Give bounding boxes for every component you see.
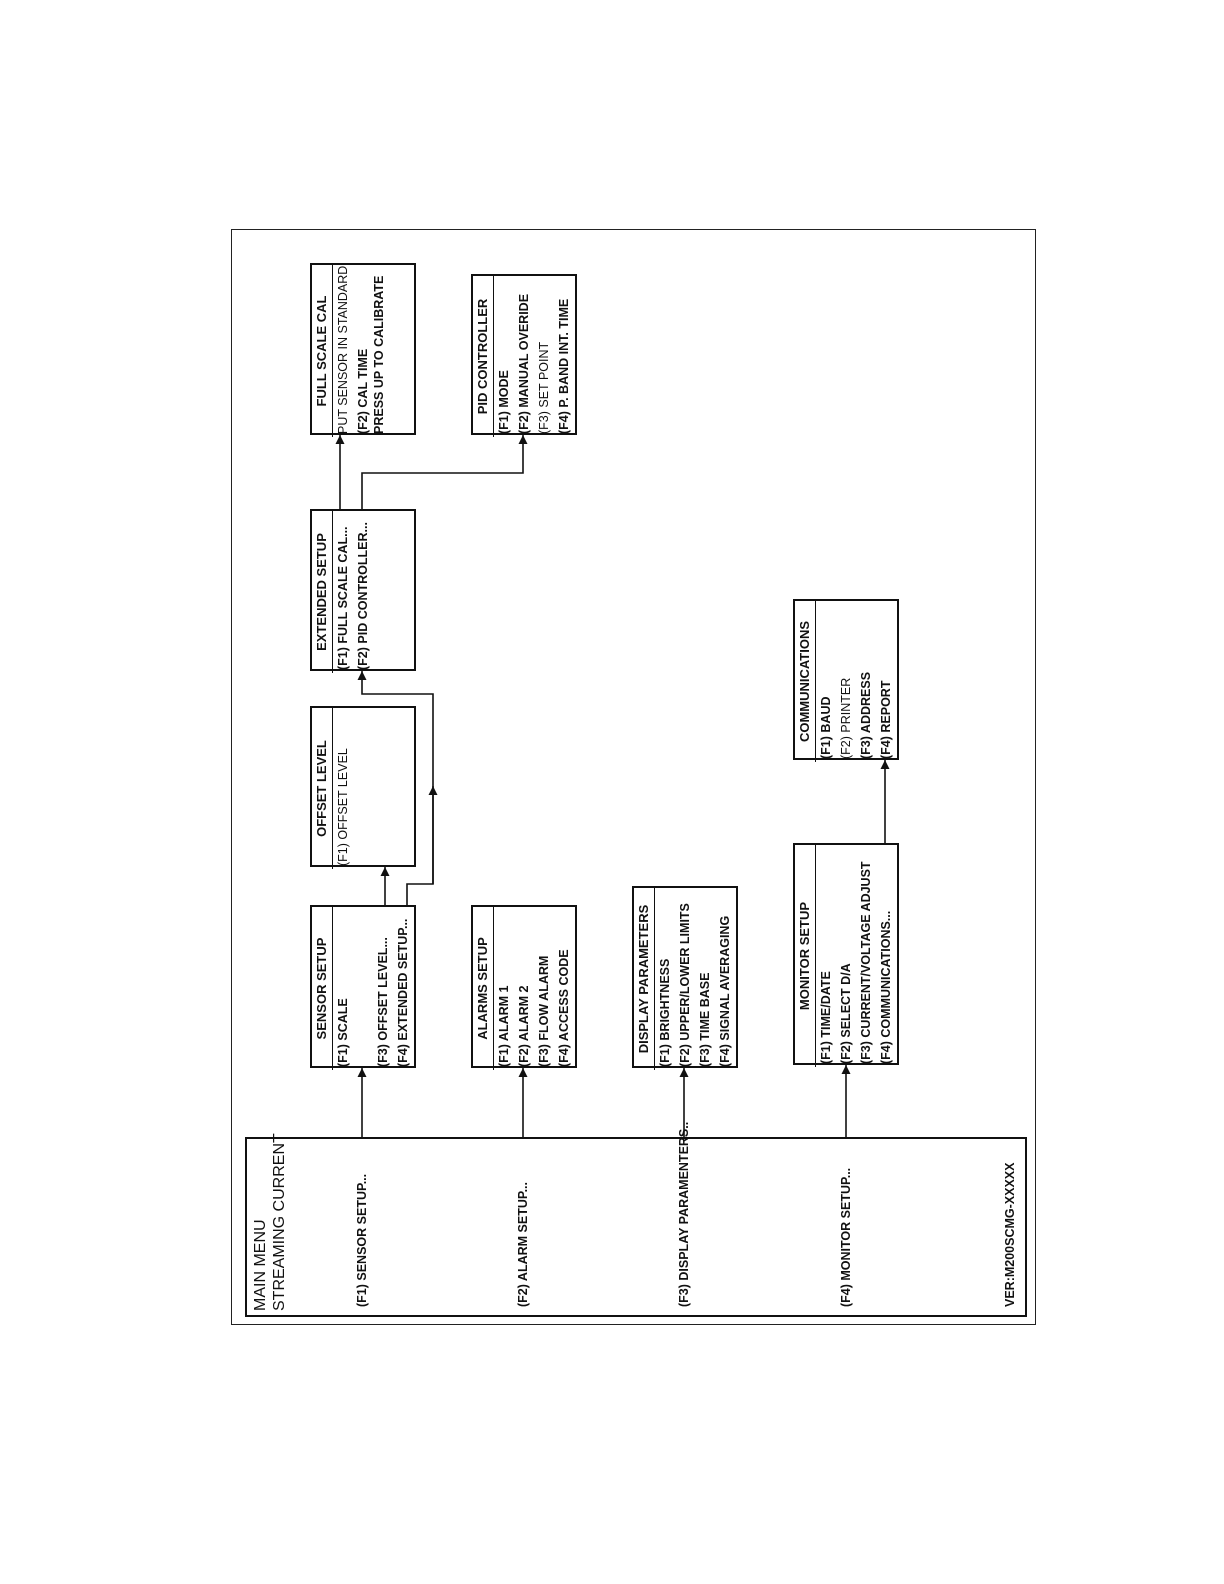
- display-parameters-box: [632, 886, 738, 1068]
- display-parameters-f2-limits[interactable]: (F2) UPPER/LOWER LIMITS: [678, 903, 692, 1067]
- alarms-setup-f4-access-code[interactable]: (F4) ACCESS CODE: [557, 949, 571, 1067]
- arrow-extended-to-pid: [362, 435, 523, 509]
- main-menu-box: [245, 1121, 1027, 1317]
- full-scale-cal-instruction: PUT SENSOR IN STANDARD: [336, 265, 350, 434]
- monitor-setup-box: [793, 843, 899, 1065]
- sensor-setup-f3-offset-level[interactable]: (F3) OFFSET LEVEL...: [376, 937, 390, 1067]
- monitor-setup-f4-communications[interactable]: (F4) COMMUNICATIONS...: [879, 910, 893, 1064]
- display-parameters-f3-time-base[interactable]: (F3) TIME BASE: [698, 972, 712, 1067]
- alarms-setup-box: [471, 905, 577, 1068]
- communications-content: [795, 601, 901, 762]
- pid-controller-box: [471, 274, 577, 435]
- sensor-setup-f4-extended-setup[interactable]: (F4) EXTENDED SETUP...: [396, 918, 410, 1067]
- communications-f4-report[interactable]: (F4) REPORT: [879, 680, 893, 759]
- sensor-setup-content: [312, 907, 418, 1070]
- display-parameters-f4-signal-averaging[interactable]: (F4) SIGNAL AVERAGING: [718, 915, 732, 1067]
- alarms-setup-content: [473, 907, 579, 1070]
- sensor-setup-spacer: [353, 907, 373, 1070]
- offset-level-title: OFFSET LEVEL: [312, 708, 333, 869]
- monitor-setup-f1-time-date[interactable]: (F1) TIME/DATE: [819, 971, 833, 1064]
- communications-f3-address[interactable]: (F3) ADDRESS: [859, 671, 873, 759]
- extended-setup-content: [312, 511, 418, 673]
- communications-title: COMMUNICATIONS: [795, 601, 816, 762]
- main-menu-f3-display-parameters[interactable]: (F3) DISPLAY PARAMENTERS..: [677, 1121, 691, 1307]
- full-scale-cal-box: [310, 263, 416, 435]
- communications-f2-printer[interactable]: (F2) PRINTER: [839, 677, 853, 759]
- full-scale-cal-title: FULL SCALE CAL: [312, 265, 333, 437]
- version-label: VER:M200SCMG-XXXXX: [1003, 1162, 1017, 1307]
- main-menu-title-line1: MAIN MENU: [252, 1219, 269, 1311]
- pid-controller-content: [473, 276, 579, 437]
- pid-controller-f3-set-point[interactable]: (F3) SET POINT: [537, 341, 551, 434]
- full-scale-cal-f2-cal-time[interactable]: (F2) CAL TIME: [356, 348, 370, 434]
- sensor-setup-box: [310, 905, 416, 1068]
- pid-controller-f2-manual-override[interactable]: (F2) MANUAL OVERIDE: [517, 293, 531, 434]
- alarms-setup-title: ALARMS SETUP: [473, 907, 494, 1070]
- monitor-setup-title: MONITOR SETUP: [795, 845, 816, 1067]
- display-parameters-title: DISPLAY PARAMETERS: [634, 888, 655, 1070]
- monitor-setup-f3-current-voltage[interactable]: (F3) CURRENT/VOLTAGE ADJUST: [859, 861, 873, 1064]
- full-scale-cal-press-up: PRESS UP TO CALIBRATE: [372, 275, 386, 434]
- pid-controller-title: PID CONTROLLER: [473, 276, 494, 437]
- extended-setup-f2-pid-controller[interactable]: (F2) PID CONTROLLER...: [356, 522, 370, 670]
- extended-setup-box: [310, 509, 416, 671]
- monitor-setup-f2-select-da[interactable]: (F2) SELECT D/A: [839, 963, 853, 1064]
- pid-controller-f4-p-band[interactable]: (F4) P. BAND INT. TIME: [557, 298, 571, 434]
- extended-setup-f1-full-scale-cal[interactable]: (F1) FULL SCALE CAL...: [336, 526, 350, 670]
- communications-box: [793, 599, 899, 760]
- sensor-setup-title: SENSOR SETUP: [312, 907, 333, 1070]
- main-menu-f2-alarm-setup[interactable]: (F2) ALARM SETUP...: [516, 1181, 530, 1307]
- main-menu-title-line2: STREAMING CURRENT: [271, 1133, 288, 1311]
- sensor-setup-f1-scale[interactable]: (F1) SCALE: [336, 998, 350, 1067]
- main-menu-f1-sensor-setup[interactable]: (F1) SENSOR SETUP...: [355, 1173, 369, 1307]
- display-parameters-content: [634, 888, 740, 1070]
- main-menu-f4-monitor-setup[interactable]: (F4) MONITOR SETUP...: [839, 1167, 853, 1307]
- offset-level-box: [310, 706, 416, 867]
- full-scale-cal-content: [312, 265, 418, 437]
- extended-setup-title: EXTENDED SETUP: [312, 511, 333, 673]
- display-parameters-f1-brightness[interactable]: (F1) BRIGHTNESS: [658, 958, 672, 1067]
- monitor-setup-content: [795, 845, 901, 1067]
- alarms-setup-f1-alarm1[interactable]: (F1) ALARM 1: [497, 985, 511, 1067]
- offset-level-f1[interactable]: (F1) OFFSET LEVEL: [336, 748, 350, 866]
- pid-controller-f1-mode[interactable]: (F1) MODE: [497, 370, 511, 434]
- main-menu-options: [247, 1121, 1029, 1319]
- alarms-setup-f3-flow-alarm[interactable]: (F3) FLOW ALARM: [537, 955, 551, 1067]
- communications-f1-baud[interactable]: (F1) BAUD: [819, 696, 833, 759]
- offset-level-content: [312, 708, 418, 869]
- alarms-setup-f2-alarm2[interactable]: (F2) ALARM 2: [517, 985, 531, 1067]
